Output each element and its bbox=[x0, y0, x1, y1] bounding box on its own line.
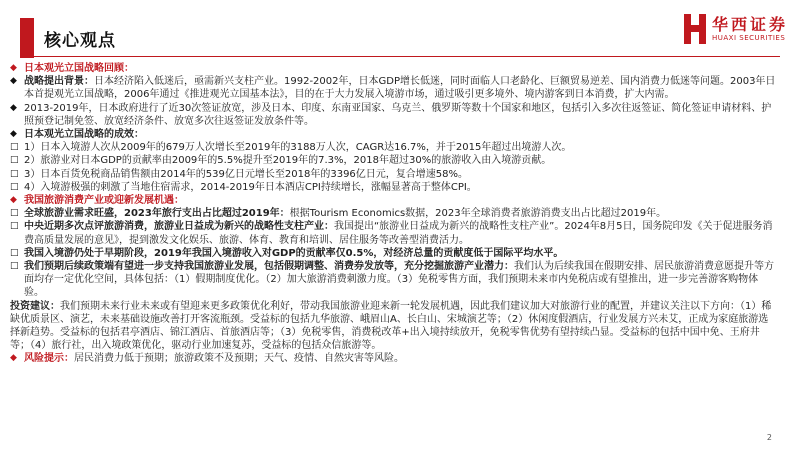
expect-label: 我们预期后续政策端有望进一步支持我国旅游业发展，包括假期调整、消费券发放等，充分挖掘旅游产业潜力： bbox=[24, 261, 514, 273]
list-item bbox=[10, 154, 778, 167]
invest-label: 投资建议： bbox=[10, 300, 60, 312]
list-item-background bbox=[10, 75, 778, 101]
effect-text: 3）日本百货免税商品销售额由2014年的539亿日元增长至2018年的3396亿日元，复合增速58%。 bbox=[24, 168, 469, 180]
title-accent-bar bbox=[20, 18, 34, 58]
background-label: 战略提出背景： bbox=[24, 76, 94, 88]
logo-en-text: HUAXI SECURITIES bbox=[711, 33, 786, 42]
risk-label: 风险提示： bbox=[24, 353, 74, 365]
risk-warning bbox=[10, 352, 778, 365]
square-bullet-icon: □ bbox=[10, 221, 19, 232]
square-bullet-icon: □ bbox=[10, 261, 19, 272]
square-bullet-icon: □ bbox=[10, 142, 19, 153]
logo-mark-icon bbox=[684, 14, 706, 44]
section-title: 我国旅游消费产业或迎新发展机遇： bbox=[24, 195, 184, 207]
square-bullet-icon: □ bbox=[10, 247, 19, 258]
effect-text: 2）旅游业对日本GDP的贡献率由2009年的5.5%提升至2019年的7.3%，2018年超过30%的旅游收入由入境游贡献。 bbox=[24, 155, 552, 167]
square-bullet-icon: □ bbox=[10, 168, 19, 179]
page-number: 2 bbox=[766, 433, 772, 442]
effect-text: 1）日本入境游人次从2009年的679万人次增长至2019年的3188万人次，CAGR达16.7%，并于2015年超过出境游人次。 bbox=[24, 142, 572, 154]
section-heading-japan bbox=[10, 62, 778, 75]
list-item bbox=[10, 168, 778, 181]
demand-label: 全球旅游业需求旺盛，2023年旅行支出占比超过2019年： bbox=[24, 208, 290, 220]
section-heading-china bbox=[10, 194, 778, 207]
content-body bbox=[10, 62, 778, 366]
list-item bbox=[10, 141, 778, 154]
list-item bbox=[10, 181, 778, 194]
inbound-label: 我国入境游仍处于早期阶段，2019年我国入境游收入对GDP的贡献率仅0.5%，对经济总量的贡献度低于国际平均水平。 bbox=[24, 247, 564, 259]
diamond-bullet-icon: ◆ bbox=[10, 195, 17, 206]
risk-text: 居民消费力低于预期；旅游政策不及预期；天气、疫情、自然灾害等风险。 bbox=[74, 353, 404, 365]
diamond-bullet-icon: ◆ bbox=[10, 102, 17, 113]
list-item-global-demand bbox=[10, 207, 778, 220]
diamond-bullet-icon: ◆ bbox=[10, 76, 17, 87]
diamond-bullet-icon: ◆ bbox=[10, 353, 17, 364]
effects-label: 日本观光立国战略的成效： bbox=[24, 129, 144, 141]
demand-text: 根据Tourism Economics数据，2023年全球消费者旅游消费支出占比超过2019年。 bbox=[289, 208, 667, 220]
background-text: 日本经济陷入低迷后，亟需新兴支柱产业。1992-2002年，日本GDP增长低迷，同时面临人口老龄化、巨额贸易逆差、国内消费力低迷等问题。2003年日本首提观光立国战略，2006年通过《推进观光立国基本法》，目的在于大力发展入境游市场，通过吸引更多境外、境内游客到日本消费，扩大内需。 bbox=[24, 76, 776, 101]
logo-cn-text: 华西证券 bbox=[711, 14, 788, 34]
list-item-effects-heading bbox=[10, 128, 778, 141]
list-item-expectation bbox=[10, 260, 778, 300]
expect-text: 我们认为后续我国在假期安排、居民旅游消费意愿提升等方面均存一定优化空间，具体包括：（1）假期制度优化。（2）加大旅游消费刺激力度。（3）免税零售方面，我们预期未来市内免税店或有望推出，进一步完善游客购物体验。 bbox=[24, 261, 774, 299]
central-text: 我国提出“旅游业日益成为新兴的战略性支柱产业”。2024年8月5日，国务院印发《关于促进服务消费高质量发展的意见》，提到激发文化娱乐、旅游、体育、教育和培训、居住服务等改善型消费活力。 bbox=[24, 221, 773, 246]
square-bullet-icon: □ bbox=[10, 208, 19, 219]
diamond-bullet-icon: ◆ bbox=[10, 63, 17, 73]
company-logo bbox=[684, 14, 788, 44]
square-bullet-icon: □ bbox=[10, 181, 19, 192]
header-divider bbox=[20, 56, 780, 57]
square-bullet-icon: □ bbox=[10, 155, 19, 166]
list-item-inbound bbox=[10, 247, 778, 260]
central-label: 中央近期多次点评旅游消费，旅游业日益成为新兴的战略性支柱产业： bbox=[24, 221, 334, 233]
diamond-bullet-icon: ◆ bbox=[10, 129, 17, 140]
list-item-central-policy bbox=[10, 220, 778, 246]
investment-advice bbox=[10, 300, 778, 353]
visa-policy-text: 2013-2019年，日本政府进行了近30次签证放宽，涉及日本、印度、东南亚国家、乌克兰、俄罗斯等数十个国家和地区，包括引入多次往返签证、简化签证申请材料、护照预登记制免签、放宽经济条件、放宽多次往返签证发放条件等。 bbox=[24, 102, 772, 127]
effect-text: 4）入境游极强的刺激了当地住宿需求，2014-2019年日本酒店CPI持续增长，涨幅显著高于整体CPI。 bbox=[24, 181, 477, 193]
page-title: 核心观点 bbox=[44, 31, 116, 51]
section-title: 日本观光立国战略回顾： bbox=[24, 63, 134, 74]
invest-text: 我们预期未来行业未来或有望迎来更多政策优化利好，带动我国旅游业迎来新一轮发展机遇，因此我们建议加大对旅游行业的配置，并建议关注以下方向：（1）稀缺优质景区、演艺，未来基础设施改善打开客流瓶颈。受益标的包括九华旅游、峨眉山A、长白山、宋城演艺等；（2）休闲度假酒店，行业发展方兴未艾，正成为家庭旅游选择新趋势。受益标的包括君亭酒店、锦江酒店、首旅酒店等；（3）免税零售，消费税改革+出入境持续放开，免税零售优势有望持续凸显。受益标的包括中国中免、王府井等；（4）旅行社，出入境政策优化，驱动行业加速复苏，受益标的包括众信旅游等。 bbox=[10, 300, 772, 352]
list-item-visa-policy bbox=[10, 102, 778, 128]
